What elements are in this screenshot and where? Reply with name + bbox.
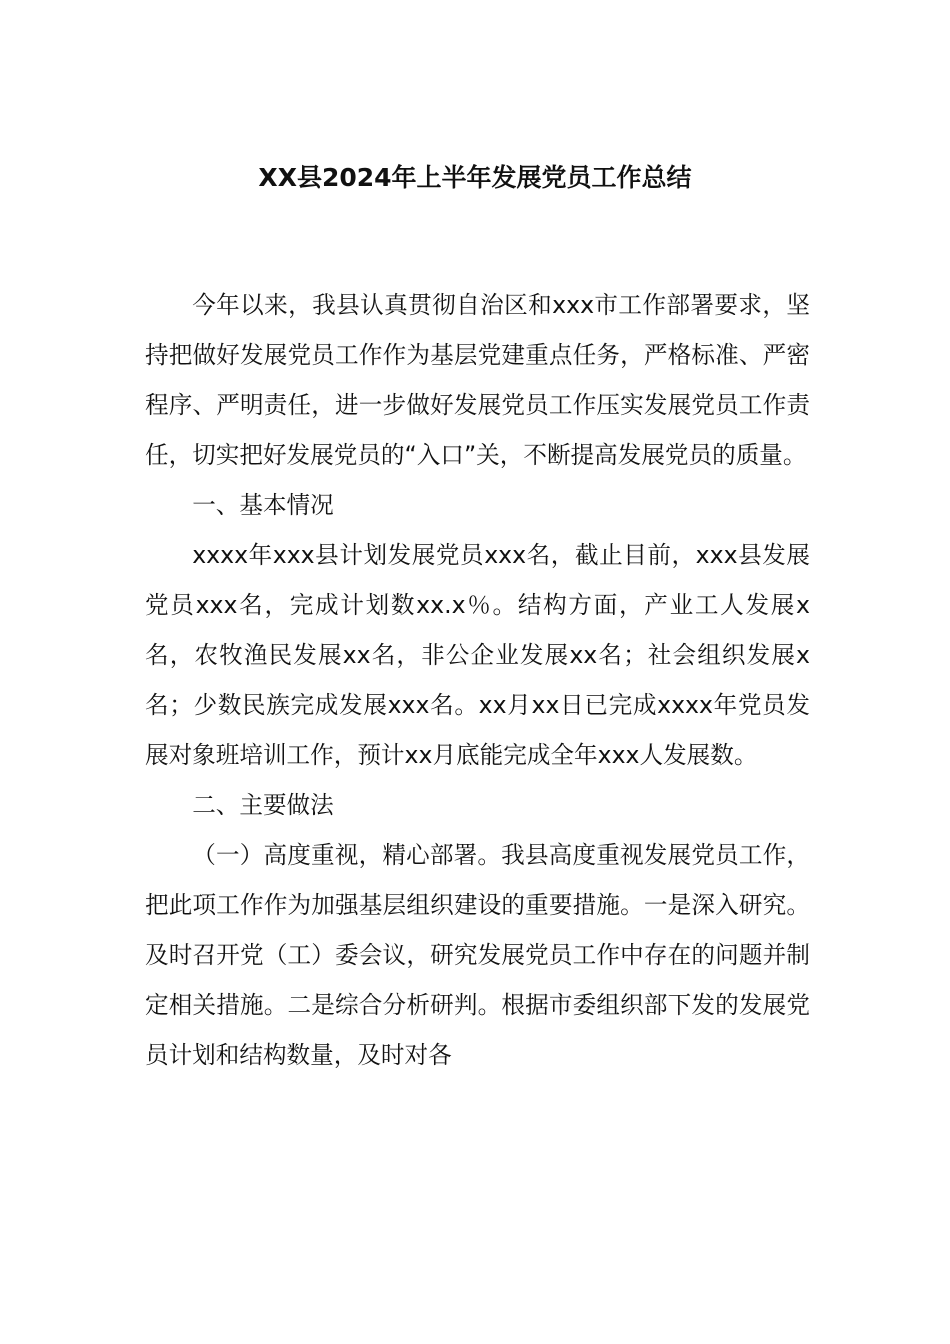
document-body (145, 280, 810, 1080)
paragraph-intro: 今年以来，我县认真贯彻自治区和xxx市工作部署要求，坚持把做好发展党员工作作为基层党建重点任务，严格标准、严密程序、严明责任，进一步做好发展党员工作压实发展党员工作责任，切实把好发展党员的“入口”关，不断提高发展党员的质量。 (145, 291, 810, 469)
paragraph-main-practices-1: （一）高度重视，精心部署。我县高度重视发展党员工作，把此项工作作为加强基层组织建设的重要措施。一是深入研究。及时召开党（工）委会议，研究发展党员工作中存在的问题并制定相关措施。二是综合分析研判。根据市委组织部下发的发展党员计划和结构数量，及时对各 (145, 841, 810, 1069)
section-heading-basic-situation: 一、基本情况 (192, 491, 334, 519)
section-heading-main-practices: 二、主要做法 (192, 791, 334, 819)
paragraph-basic-situation: xxxx年xxx县计划发展党员xxx名，截止目前，xxx县发展党员xxx名，完成计划数xx.x％。结构方面，产业工人发展x名，农牧渔民发展xx名，非公企业发展xx名；社会组织发展x名；少数民族完成发展xxx名。xx月xx日已完成xxxx年党员发展对象班培训工作，预计xx月底能完成全年xxx人发展数。 (145, 541, 810, 769)
document-title: XX县2024年上半年发展党员工作总结 (258, 163, 692, 192)
